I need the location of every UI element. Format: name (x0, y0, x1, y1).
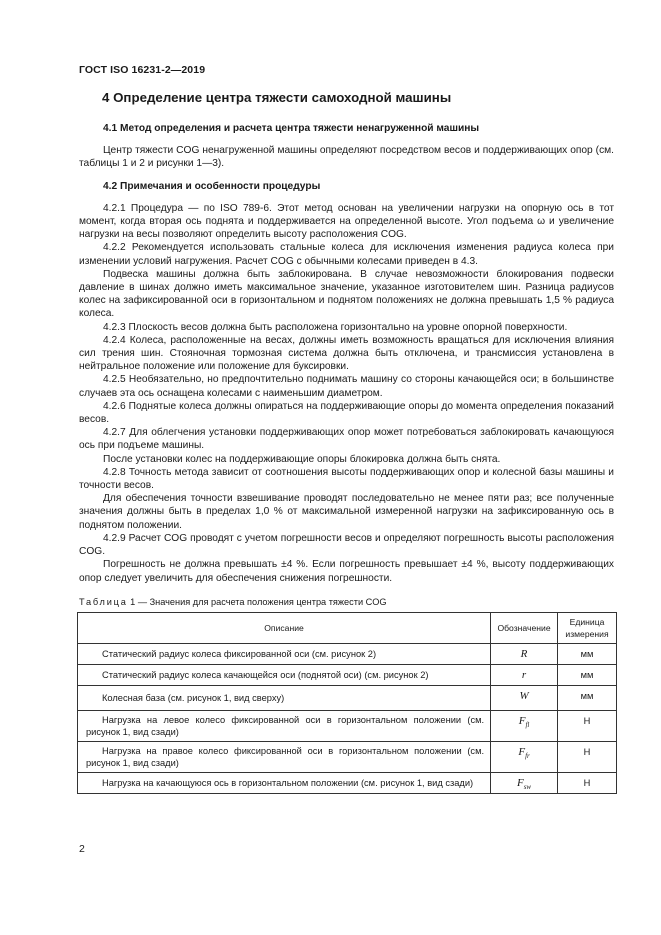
paragraph: 4.2.3 Плоскость весов должна быть расположена горизонтально на уровне опорной поверхности. (103, 321, 568, 333)
paragraph: 4.2.1 Процедура — по ISO 789-6. Этот метод основан на увеличении нагрузки на опорную ось в тот момент, когда вторая ось поднята и поддерживается на определенной высоте. Угол подъема ω и увеличение нагрузки на весы позволяют определить высоту расположения COG. (79, 202, 614, 241)
symbol-subscript: sw (523, 783, 532, 792)
main-content (79, 90, 614, 794)
paragraph: 4.2.7 Для облегчения установки поддерживающих опор может потребоваться заблокировать качающуюся ось при подъеме машины. (79, 427, 614, 452)
page-number: 2 (79, 843, 85, 855)
symbol-subscript: fl (525, 721, 530, 730)
paragraph: Погрешность не должна превышать ±4 %. Если погрешность превышает ±4 %, высоту поддерживающих опор следует увеличить для обеспечения снижения погрешности. (79, 559, 614, 584)
cell-description: Нагрузка на качающуюся ось в горизонтальном положении (см. рисунок 1, вид сзади) (78, 773, 491, 794)
paragraph: Подвеска машины должна быть заблокирована. В случае невозможности блокирования подвески давление в шинах должно иметь максимальное значение, указанное изготовителем шин. Разница радиусов колес на зафиксированной оси в горизонтальном и поднятом положениях не должна превышать 1,5 % радиуса колеса. (79, 268, 614, 320)
symbol-main: W (519, 690, 529, 703)
symbol-main: F (516, 777, 524, 790)
table-1 (77, 612, 617, 795)
header-symbol: Обозначение (491, 612, 558, 643)
table-caption-text: 1 — Значения для расчета положения центра тяжести COG (127, 596, 387, 607)
paragraph: 4.2.4 Колеса, расположенные на весах, должны иметь возможность вращаться для исключения влияния сил трения шин. Стояночная тормозная система должна быть отключена, и трансмиссия установлена в нейтральное положение или положение для буксировки. (79, 334, 614, 373)
symbol-main: r (521, 668, 527, 681)
symbol-main: F (518, 746, 526, 759)
paragraph: После установки колес на поддерживающие опоры блокировка должна быть снята. (103, 453, 501, 465)
table-header-row (78, 612, 617, 643)
paragraph: 4.2.8 Точность метода зависит от соотношения высоты поддерживающих опор и колесной базы машины и точности весов. (79, 466, 614, 492)
cell-symbol (491, 742, 558, 773)
cell-unit: Н (558, 742, 617, 773)
cell-symbol (491, 686, 558, 711)
cell-unit: мм (558, 643, 617, 664)
table-row (78, 773, 617, 794)
cell-symbol (491, 643, 558, 664)
table-caption-label: Таблица (79, 596, 128, 607)
symbol-subscript: fr (525, 752, 530, 761)
symbol-main: F (518, 715, 526, 728)
paragraph: 4.2.2 Рекомендуется использовать стальные колеса для исключения изменения радиуса колеса при изменении условий нагружения. Расчет COG с обычными колесами приведен в 4.3. (79, 242, 614, 267)
paragraph: Для обеспечения точности взвешивание проводят последовательно не менее пяти раз; все полученные значения должны быть в пределах 1,0 % от максимальной измеренной нагрузки на зафиксированную ось в поднятом положении. (79, 493, 614, 531)
cell-unit: Н (558, 773, 617, 794)
cell-description: Нагрузка на левое колесо фиксированной оси в горизонтальном положении (см. рисунок 1, вид сзади) (78, 711, 491, 742)
header-unit: Единица измерения (558, 612, 617, 643)
table-row (78, 711, 617, 742)
table-row (78, 643, 617, 664)
cell-symbol (491, 711, 558, 742)
subsection-4-1-text: Центр тяжести COG ненагруженной машины определяют посредством весов и поддерживающих опор (см. таблицы 1 и 2 и рисунки 1—3). (79, 145, 614, 170)
table-row (78, 742, 617, 773)
subsection-4-1-title: 4.1 Метод определения и расчета центра тяжести ненагруженной машины (103, 123, 480, 134)
cell-description: Статический радиус колеса фиксированной оси (см. рисунок 2) (78, 643, 491, 664)
table-1-caption (79, 597, 614, 607)
cell-symbol (491, 664, 558, 685)
document-code: ГОСТ ISO 16231-2—2019 (79, 64, 206, 76)
table-row (78, 664, 617, 685)
section-title: 4 Определение центра тяжести самоходной машины (102, 90, 452, 105)
paragraph: 4.2.6 Поднятые колеса должны опираться на поддерживающие опоры до момента определения показаний весов. (79, 400, 614, 426)
cell-unit: мм (558, 664, 617, 685)
cell-description: Статический радиус колеса качающейся оси (поднятой оси) (см. рисунок 2) (78, 664, 491, 685)
header-description: Описание (78, 612, 491, 643)
cell-description: Колесная база (см. рисунок 1, вид сверху) (78, 686, 491, 711)
subsection-4-2-title: 4.2 Примечания и особенности процедуры (103, 180, 321, 192)
cell-symbol (491, 773, 558, 794)
cell-description: Нагрузка на правое колесо фиксированной оси в горизонтальном положении (см. рисунок 1, вид сзади) (78, 742, 491, 773)
table-row (78, 686, 617, 711)
paragraph: 4.2.9 Расчет COG проводят с учетом погрешности весов и определяют погрешность высоты расположения COG. (79, 532, 614, 558)
paragraph: 4.2.5 Необязательно, но предпочтительно поднимать машину со стороны качающейся оси; в большинстве случаев эта ось оснащена колесами с наименьшим диаметром. (79, 374, 614, 399)
cell-unit: Н (558, 711, 617, 742)
symbol-main: R (520, 647, 528, 660)
cell-unit: мм (558, 686, 617, 711)
